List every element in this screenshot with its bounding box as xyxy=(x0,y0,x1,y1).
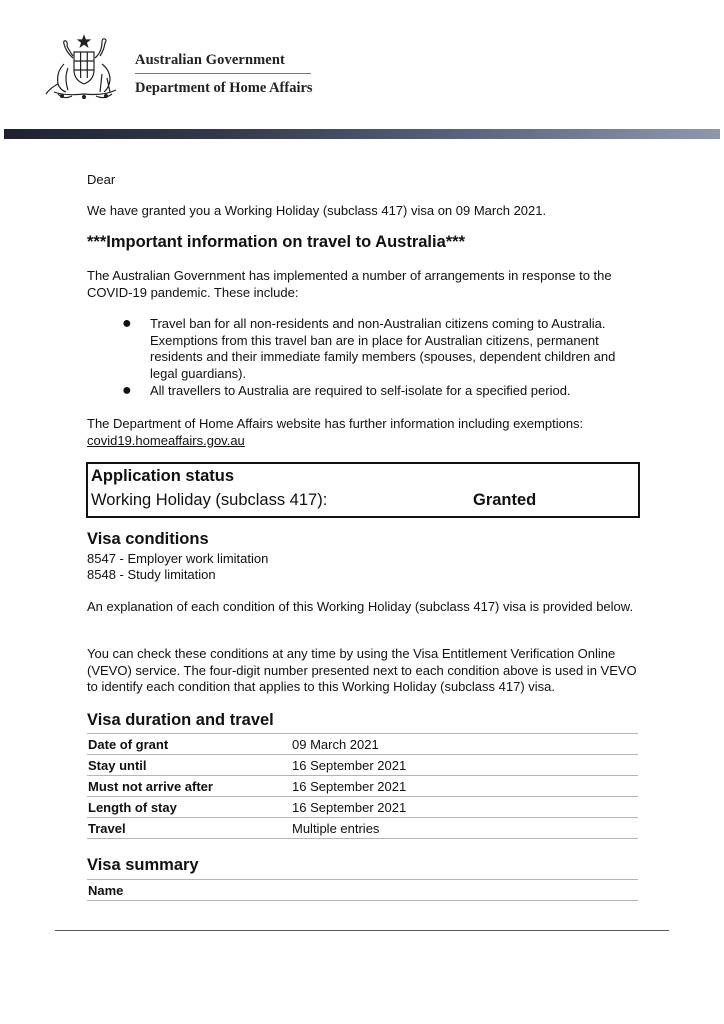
table-row xyxy=(87,880,638,901)
department-name: Department of Home Affairs xyxy=(135,80,313,96)
vevo-paragraph: You can check these conditions at any time by using the Visa Entitlement Verification Online (VEVO) service. The four-digit number presented next to each condition above is used in VEVO to identify each condition that applies to this Working Holiday (subclass 417) visa. xyxy=(87,646,637,694)
intro-paragraph: The Australian Government has implemented a number of arrangements in response to the COVID-19 pandemic. These include: xyxy=(87,268,612,300)
summary-table xyxy=(87,879,638,901)
application-status-box xyxy=(86,462,640,518)
list-item xyxy=(87,383,639,400)
important-heading: ***Important information on travel to Australia*** xyxy=(87,233,466,251)
letterhead xyxy=(0,0,724,130)
table-row xyxy=(87,755,638,776)
condition-item: 8548 - Study limitation xyxy=(87,567,216,582)
duration-table xyxy=(87,733,638,839)
website-paragraph xyxy=(87,416,639,449)
duration-heading: Visa duration and travel xyxy=(87,711,274,729)
bullet-icon: ● xyxy=(122,382,132,399)
summary-heading: Visa summary xyxy=(87,856,199,874)
list-item xyxy=(87,316,639,382)
bullet-text: Travel ban for all non-residents and non-Australian citizens coming to Australia. Exemptions from this travel ban are in place for Australian citizens, permanent residents and their immediate family members (spouses, dependent children and legal guardians). xyxy=(150,316,616,381)
coat-of-arms-logo xyxy=(44,34,124,100)
row-label: Date of grant xyxy=(87,734,291,755)
row-label: Travel xyxy=(87,818,291,839)
row-value xyxy=(291,880,638,901)
row-value: 16 September 2021 xyxy=(291,797,638,818)
footer-divider xyxy=(55,930,669,931)
row-value: 16 September 2021 xyxy=(291,755,638,776)
row-label: Length of stay xyxy=(87,797,291,818)
row-label: Stay until xyxy=(87,755,291,776)
condition-item: 8547 - Employer work limitation xyxy=(87,551,269,566)
status-badge: Granted xyxy=(473,491,537,509)
table-row xyxy=(87,776,638,797)
row-label: Name xyxy=(87,880,291,901)
website-text: The Department of Home Affairs website has further information including exemptions: xyxy=(87,416,584,431)
row-value: Multiple entries xyxy=(291,818,638,839)
row-label: Must not arrive after xyxy=(87,776,291,797)
header-band xyxy=(4,129,720,139)
conditions-heading: Visa conditions xyxy=(87,530,209,548)
government-name: Australian Government xyxy=(135,52,285,68)
status-title: Application status xyxy=(91,467,235,485)
table-row xyxy=(87,734,638,755)
row-value: 09 March 2021 xyxy=(291,734,638,755)
salutation: Dear xyxy=(87,172,116,187)
status-visa-type: Working Holiday (subclass 417): xyxy=(91,491,328,509)
table-row xyxy=(87,797,638,818)
travel-restrictions-list xyxy=(87,316,639,401)
grant-sentence: We have granted you a Working Holiday (subclass 417) visa on 09 March 2021. xyxy=(87,203,547,218)
conditions-explanation: An explanation of each condition of this Working Holiday (subclass 417) visa is provided below. xyxy=(87,599,634,614)
bullet-text: All travellers to Australia are required to self-isolate for a specified period. xyxy=(150,383,571,398)
header-divider xyxy=(135,73,311,74)
table-row xyxy=(87,818,638,839)
website-link[interactable]: covid19.homeaffairs.gov.au xyxy=(87,432,245,448)
bullet-icon: ● xyxy=(122,315,132,332)
row-value: 16 September 2021 xyxy=(291,776,638,797)
